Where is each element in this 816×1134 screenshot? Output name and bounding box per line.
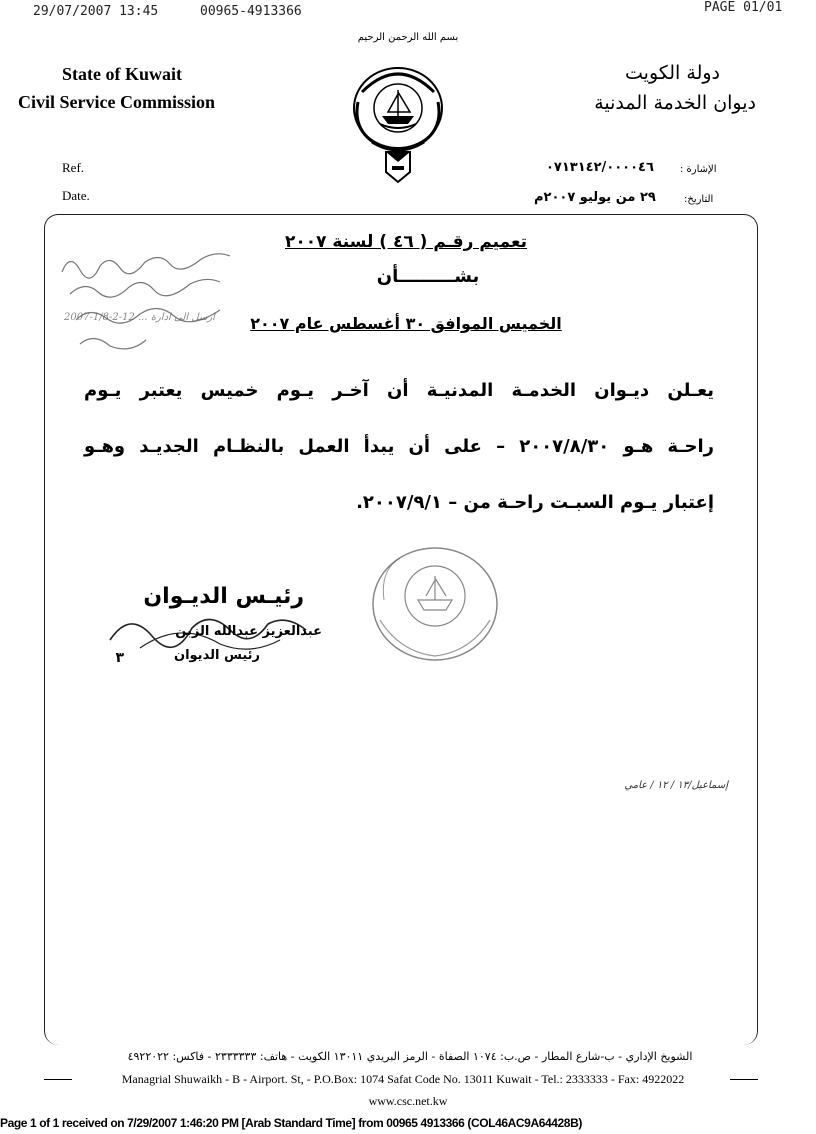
circular-subject: الخميس الموافق ٣٠ أغسطس عام ٢٠٠٧ <box>250 314 562 333</box>
circular-body-line-1: يعـلن ديـوان الخدمـة المدنيـة أن آخـر يـوم خميس يعتبر يـوم <box>84 380 714 401</box>
handwritten-note-scribble <box>50 232 250 372</box>
signature-title: رئيـس الديـوان <box>143 584 304 609</box>
circular-body-line-3: إعتبار يـوم السبـت راحـة من – ٢٠٠٧/٩/١. <box>356 492 714 513</box>
official-stamp-icon <box>360 540 510 670</box>
signatory-name: عبدالعزيز عبدالله الزبن <box>175 624 322 639</box>
fax-received-line: Page 1 of 1 received on 7/29/2007 1:46:20 PM [Arab Standard Time] from 00965 4913366 (COL46AC9A64428B) <box>0 1116 582 1130</box>
fax-timestamp: 29/07/2007 13:45 <box>33 4 159 19</box>
handwritten-note-text: ارسل الى ادارة ... 12-2-1/8-2007 <box>64 312 215 323</box>
letterhead-en-org: Civil Service Commission <box>18 92 215 112</box>
circular-title: تعميم رقـم ( ٤٦ ) لسنة ٢٠٠٧ <box>285 232 527 252</box>
letterhead-ar-country: دولة الكويت <box>625 62 720 84</box>
footer-website: www.csc.net.kw <box>368 1094 448 1108</box>
ref-label-ar: الإشارة : <box>680 164 717 175</box>
footer-address-en: Managrial Shuwaikh - B - Airport. St, - P.O.Box: 1074 Safat Code No. 13011 Kuwait - Tel.: 2333333 - Fax: 4922022 <box>121 1072 685 1086</box>
signature-mark: ٣ <box>115 650 124 666</box>
footer-address-ar: الشويخ الإداري - ب-شارع المطار - ص.ب: ١٠٧٤ الصفاة - الرمز البريدي ١٣٠١١ الكويت - هاتف: ٢٣٣٣٣٣٣ - فاكس: ٤٩٢٢٠٢٢ <box>127 1050 693 1063</box>
letterhead-ar-org: ديوان الخدمة المدنية <box>594 92 756 114</box>
footer-rule-right <box>730 1079 758 1080</box>
date-label-ar: التاريخ: <box>684 194 714 205</box>
fax-number: 00965-4913366 <box>200 4 302 19</box>
kuwait-emblem-icon <box>350 62 446 186</box>
fax-page-number: PAGE 01/01 <box>704 0 783 15</box>
ref-label-en: Ref. <box>62 160 85 175</box>
circular-body-line-2: راحـة هـو ٢٠٠٧/٨/٣٠ – على أن يبدأ العمل بالنظـام الجديـد وهـو <box>84 436 714 457</box>
file-note: إسماعيل/١٣ / ١٢ / عامي <box>624 780 728 791</box>
basmala: بسم الله الرحمن الرحيم <box>357 32 459 43</box>
ref-value-ar: ٠٧١٣١٤٢/٠٠٠٠٤٦ <box>546 160 654 175</box>
footer-rule-left <box>44 1079 72 1080</box>
date-label-en: Date. <box>62 188 90 203</box>
date-value-ar: ٢٩ من يوليو ٢٠٠٧م <box>534 190 656 205</box>
circular-subject-label: بشـــــــــأن <box>376 266 480 287</box>
signatory-position: رئيس الديوان <box>173 648 260 663</box>
letterhead-en-country: State of Kuwait <box>62 64 182 84</box>
